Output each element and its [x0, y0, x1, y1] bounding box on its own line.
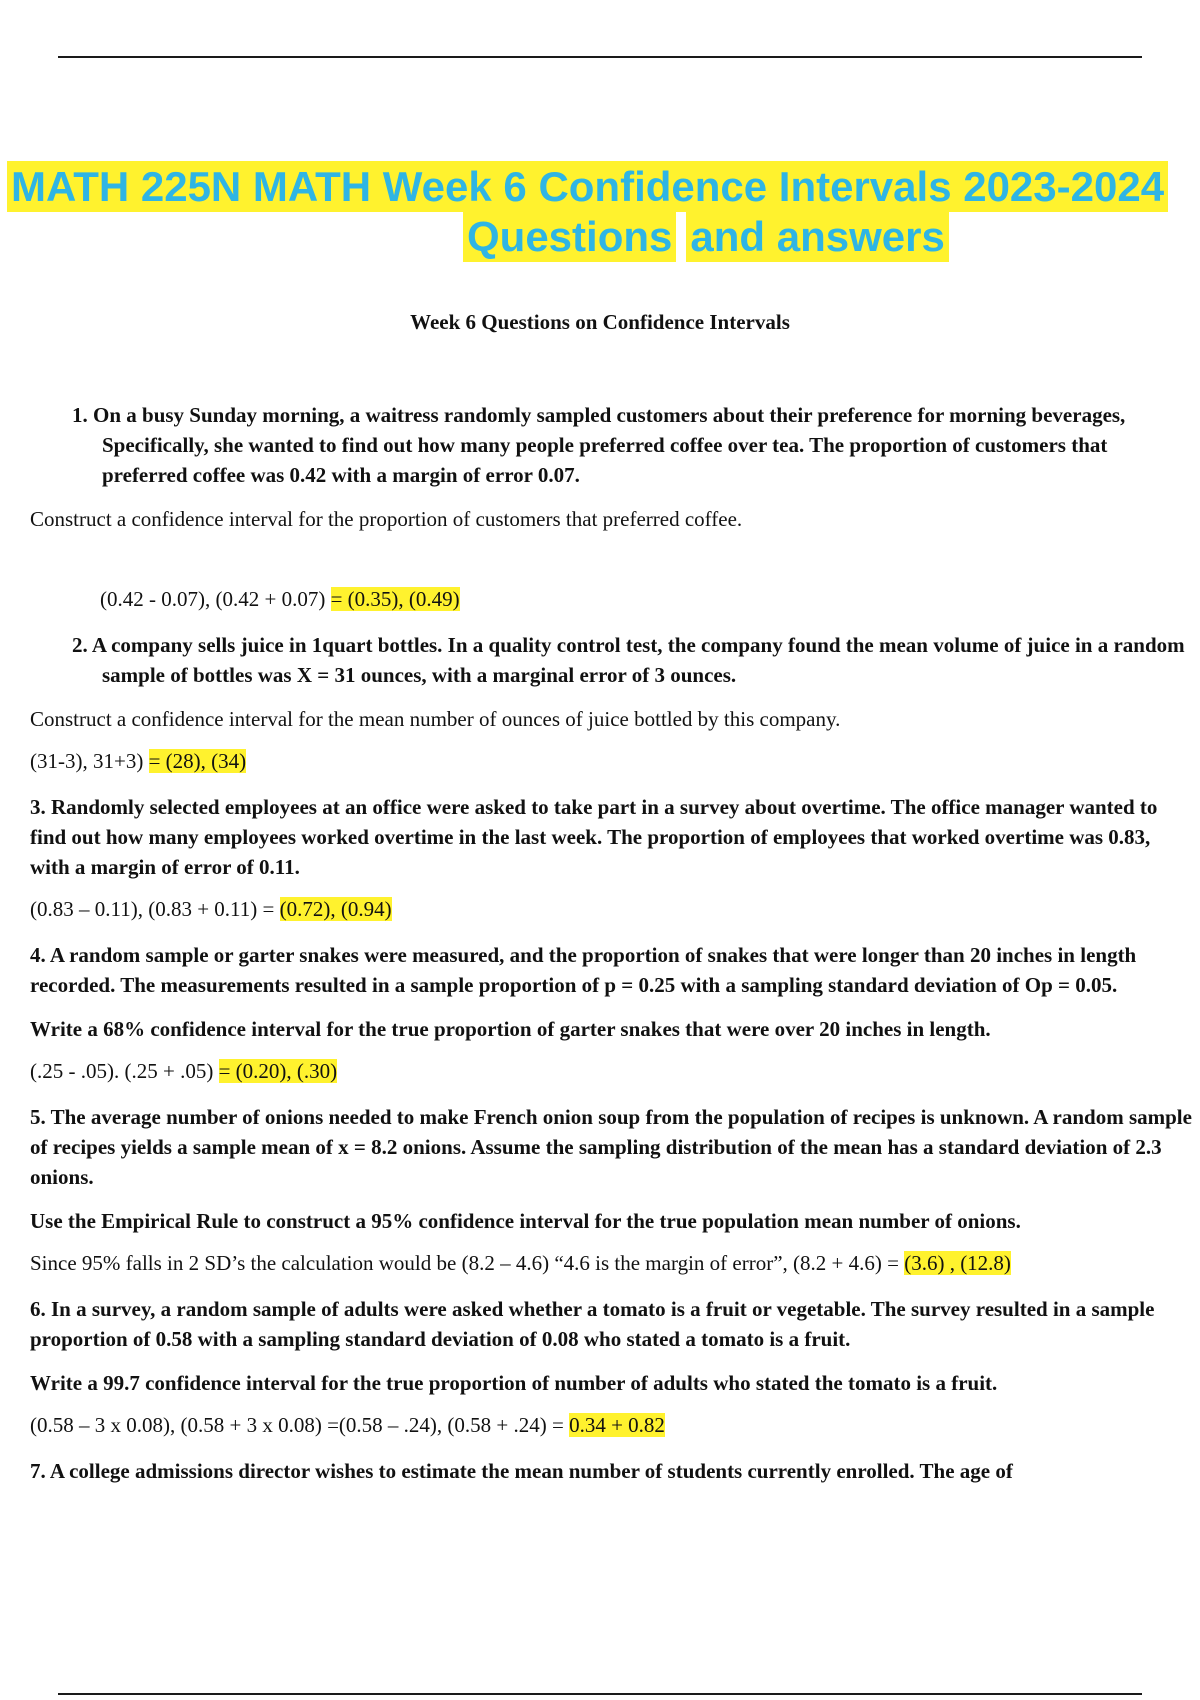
question-6	[30, 1294, 1200, 1354]
question-2-answer-line	[30, 746, 1200, 776]
question-1-work: (0.42 - 0.07), (0.42 + 0.07)	[100, 587, 326, 611]
title-line-2-part-2: and answers	[686, 211, 948, 262]
question-5-answer-line	[30, 1248, 1200, 1278]
question-6-answer: 0.34 + 0.82	[569, 1413, 665, 1437]
question-3-number: 3.	[30, 795, 46, 819]
question-1	[30, 400, 1200, 490]
question-3-text: Randomly selected employees at an office were asked to take part in a survey about overtime. The office manager wanted to find out how many employees worked overtime in the last week. The proportion of employees that worked overtime was 0.83, with a margin of error of 0.11.	[30, 795, 1158, 879]
question-5-prompt: Use the Empirical Rule to construct a 95% confidence interval for the true population mean number of onions.	[30, 1209, 1021, 1233]
question-4-text: A random sample or garter snakes were measured, and the proportion of snakes that were longer than 20 inches in length recorded. The measurements resulted in a sample proportion of p = 0.25 with a sampling standard deviation of Op = 0.05.	[30, 943, 1137, 997]
question-6-answer-line	[30, 1410, 1200, 1440]
question-2-prompt: Construct a confidence interval for the mean number of ounces of juice bottled by this company.	[30, 707, 841, 731]
question-1-text: On a busy Sunday morning, a waitress randomly sampled customers about their preference for morning beverages, Specifically, she wanted to find out how many people preferred coffee over tea. The proportion of customers that preferred coffee was 0.42 with a margin of error 0.07.	[93, 403, 1126, 487]
question-6-prompt: Write a 99.7 confidence interval for the true proportion of number of adults who stated the tomato is a fruit.	[30, 1371, 998, 1395]
question-5-work: Since 95% falls in 2 SD’s the calculation would be (8.2 – 4.6) “4.6 is the margin of error”, (8.2 + 4.6) =	[30, 1251, 899, 1275]
question-2-work: (31-3), 31+3)	[30, 749, 144, 773]
question-5	[30, 1102, 1200, 1192]
question-5-text: The average number of onions needed to make French onion soup from the population of recipes is unknown. A random sample of recipes yields a sample mean of x = 8.2 onions. Assume the sampling distribution of the mean has a standard deviation of 2.3 onions.	[30, 1105, 1192, 1189]
question-2-answer: = (28), (34)	[148, 749, 247, 773]
bottom-rule	[58, 1693, 1142, 1695]
question-5-number: 5.	[30, 1105, 46, 1129]
question-1-answer: = (0.35), (0.49)	[330, 587, 460, 611]
title-line-2-part-1: Questions	[463, 211, 676, 262]
question-4-work: (.25 - .05). (.25 + .05)	[30, 1059, 214, 1083]
question-3-work: (0.83 – 0.11), (0.83 + 0.11) =	[30, 897, 275, 921]
title-line-1: MATH 225N MATH Week 6 Confidence Intervals 2023-2024	[7, 161, 1168, 212]
question-6-text: In a survey, a random sample of adults were asked whether a tomato is a fruit or vegetable. The survey resulted in a sample proportion of 0.58 with a sampling standard deviation of 0.08 who stated a tomato is a fruit.	[30, 1297, 1155, 1351]
question-7-number: 7.	[30, 1459, 46, 1483]
question-4-answer-line	[30, 1056, 1200, 1086]
question-7-text: A college admissions director wishes to estimate the mean number of students currently enrolled. The age of	[49, 1459, 1013, 1483]
question-5-answer: (3.6) , (12.8)	[904, 1251, 1011, 1275]
question-3-answer-line	[30, 894, 1200, 924]
question-1-answer-line	[30, 584, 1200, 614]
top-rule	[58, 56, 1142, 58]
question-7	[30, 1456, 1200, 1486]
section-subtitle: Week 6 Questions on Confidence Intervals	[410, 310, 790, 334]
question-2-number: 2.	[72, 633, 88, 657]
question-4-prompt: Write a 68% confidence interval for the true proportion of garter snakes that were over 20 inches in length.	[30, 1017, 991, 1041]
question-3-answer: (0.72), (0.94)	[279, 897, 392, 921]
document-body	[30, 400, 1200, 1486]
question-4-number: 4.	[30, 943, 46, 967]
question-2	[30, 630, 1200, 690]
question-1-prompt: Construct a confidence interval for the proportion of customers that preferred coffee.	[30, 507, 743, 531]
question-1-number: 1.	[72, 403, 88, 427]
question-4	[30, 940, 1200, 1000]
question-4-answer: = (0.20), (.30)	[218, 1059, 338, 1083]
question-6-work: (0.58 – 3 x 0.08), (0.58 + 3 x 0.08) =(0.58 – .24), (0.58 + .24) =	[30, 1413, 564, 1437]
question-2-text: A company sells juice in 1quart bottles. In a quality control test, the company found the mean volume of juice in a random sample of bottles was X = 31 ounces, with a marginal error of 3 ounces.	[91, 633, 1185, 687]
question-3	[30, 792, 1200, 882]
question-6-number: 6.	[30, 1297, 46, 1321]
